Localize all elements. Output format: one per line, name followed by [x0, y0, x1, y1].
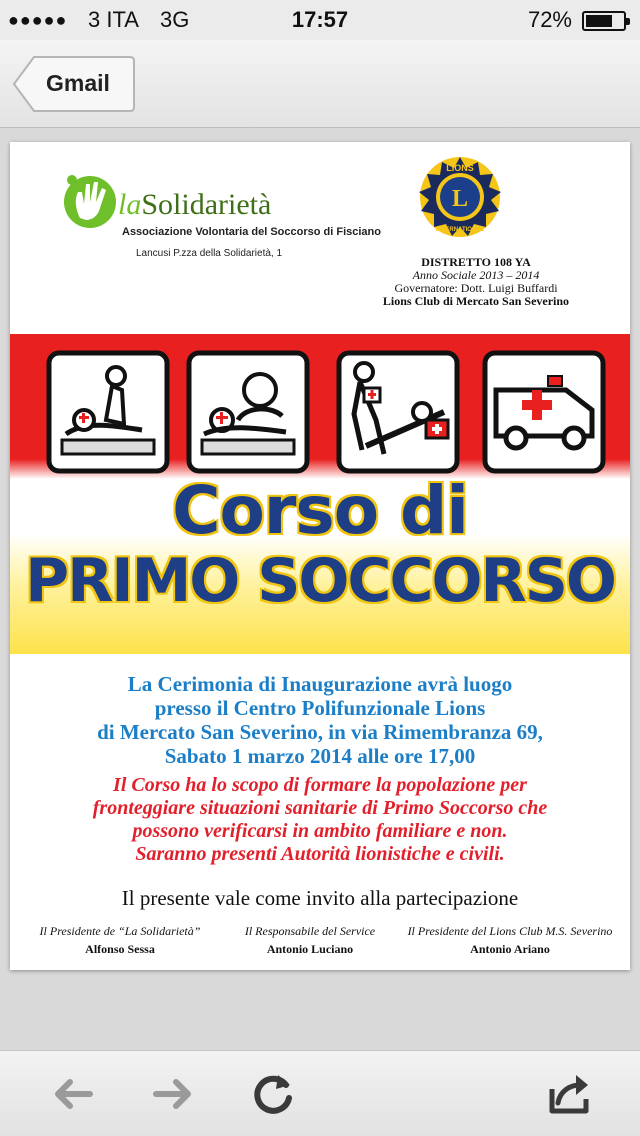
governor-line: Governatore: Dott. Luigi Buffardi: [394, 281, 558, 295]
inauguration-info: [10, 672, 630, 768]
status-bar: [0, 0, 640, 40]
back-to-gmail-button[interactable]: [12, 55, 136, 113]
back-arrow-icon[interactable]: [48, 1069, 98, 1119]
reload-icon[interactable]: [248, 1069, 298, 1119]
info-line: di Mercato San Severino, in via Rimembranza 69,: [97, 720, 543, 744]
invitation-note: Il presente vale come invito alla partecipazione: [121, 886, 519, 910]
signer-solidarieta: Il Presidente de “La Solidarietà” Alfonso Sessa: [39, 924, 201, 956]
battery-icon: [582, 11, 626, 31]
poster-image[interactable]: [10, 142, 630, 970]
carrier-label: 3 ITA: [88, 7, 139, 32]
battery-level-fill: [586, 15, 612, 27]
injured-person-icon: [186, 350, 310, 474]
org-name: laSolidarietà: [118, 188, 272, 221]
bottom-toolbar: [0, 1050, 640, 1136]
hand-logo-icon: [62, 170, 118, 230]
content-area: [0, 128, 640, 1050]
first-aid-pictograms: [46, 350, 606, 480]
org-subtitle: Associazione Volontaria del Soccorso di Fisciano: [122, 226, 381, 238]
cpr-icon: [46, 350, 170, 474]
district-title: DISTRETTO 108 YA: [421, 255, 531, 269]
purpose-line: Saranno presenti Autorità lionistiche e civili.: [135, 843, 505, 865]
info-line: La Cerimonia di Inaugurazione avrà luogo: [127, 672, 513, 696]
network-type-label: 3G: [160, 7, 190, 32]
title-corso-di: Corso di: [172, 472, 468, 549]
district-info: [366, 256, 586, 308]
purpose-line: Il Corso ha lo scopo di formare la popolazione per: [113, 774, 527, 796]
lions-logo-icon: [418, 154, 502, 240]
svg-text:L: L: [451, 186, 469, 212]
org-address: Lancusi P.zza della Solidarietà, 1: [136, 248, 283, 259]
signatures: [10, 924, 630, 964]
signer-lions: Il Presidente del Lions Club M.S. Severino Antonio Ariano: [407, 924, 613, 956]
forward-arrow-icon[interactable]: [148, 1069, 198, 1119]
signal-strength-icon: ●●●●●: [8, 10, 68, 30]
social-year: Anno Sociale 2013 – 2014: [412, 268, 540, 282]
info-line: Sabato 1 marzo 2014 alle ore 17,00: [164, 744, 476, 768]
status-time: 17:57: [291, 7, 349, 32]
battery-percent: 72%: [527, 7, 572, 32]
solidarieta-logo: [62, 166, 381, 266]
svg-text:LIONS: LIONS: [446, 163, 474, 173]
svg-text:INTERNATIONAL: INTERNATIONAL: [435, 227, 485, 233]
course-purpose: [10, 774, 630, 866]
title-primo-soccorso: PRIMO SOCCORSO: [25, 546, 615, 616]
info-line: presso il Centro Polifunzionale Lions: [154, 696, 486, 720]
club-name: Lions Club di Mercato San Severino: [382, 294, 570, 308]
share-icon[interactable]: [544, 1069, 594, 1119]
signer-service: Il Responsabile del Service Antonio Luciano: [244, 924, 376, 956]
ambulance-icon: [482, 350, 606, 474]
back-button-label: Gmail: [46, 70, 110, 96]
navigation-bar: [0, 40, 640, 128]
stretcher-icon: [336, 350, 460, 474]
purpose-line: possono verificarsi in ambito familiare e non.: [132, 820, 508, 842]
purpose-line: fronteggiare situazioni sanitarie di Primo Soccorso che: [92, 797, 548, 819]
